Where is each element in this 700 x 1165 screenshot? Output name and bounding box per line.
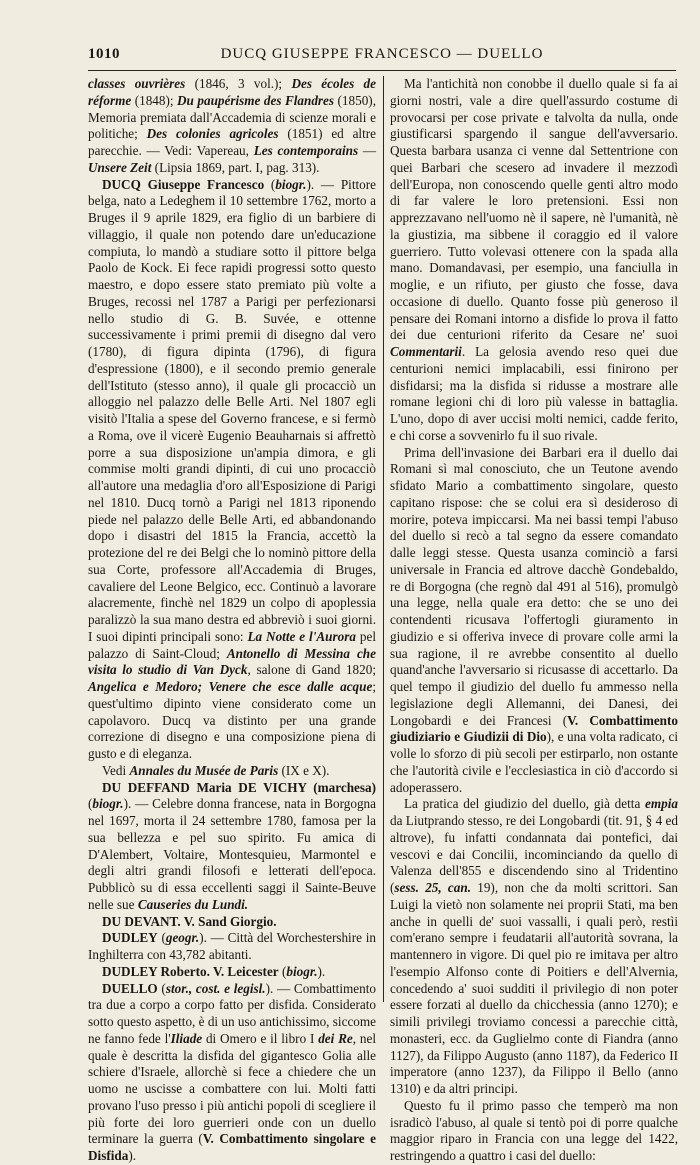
text-run: (1850), Memoria premiata dall'Accademia di scienze morali e politiche;	[88, 92, 376, 142]
italic-title-run: biogr.	[275, 176, 307, 192]
text-run: La pratica del giudizio del duello, già detta	[404, 796, 646, 812]
entry-reference	[88, 763, 376, 780]
text-run: ).	[317, 963, 326, 979]
column-divider	[383, 76, 384, 1002]
text-run: . La gelosia avendo reso quei due centurioni nemici implacabili, essi finirono per disfidarsi; ma la disfida si ridusse a mostrare alle romane legioni chi di loro più valesse in battaglia. L'uno, dopo di aver uccisi molti nemici, cadde ferito, e chi corse a sovvenirlo fu il suo rivale.	[390, 344, 678, 443]
text-run: ). — Combattimento tra due a corpo a corpo fatto per disfida. Considerato sotto questo aspetto, è di un uso antichissimo, siccome ne fanno fede l'	[88, 980, 376, 1046]
text-run: pel palazzo di Saint-Cloud;	[88, 628, 376, 661]
italic-title-run: Annales du Musée de Paris	[129, 762, 279, 778]
text-run: ; quest'ultimo dipinto viene considerato come un capolavoro. Ducq va distinto per una grande correzione di disegno e una composizione piena di gusto e di eleganza.	[88, 679, 376, 761]
duello-paragraph	[390, 796, 678, 1098]
headword-run: DU DEFFAND Maria DE VICHY (marchesa)	[102, 779, 376, 795]
entry-du-devant	[88, 914, 376, 931]
italic-title-run: empia	[645, 796, 678, 812]
italic-title-run: dei Re	[318, 1030, 353, 1046]
page-number: 1010	[88, 46, 120, 62]
text-run: Ma l'antichità non conobbe il duello quale si fa ai giorni nostri, vale a dire quell'assurdo costume di provocarsi per cose private e talvolta da nulla, onde giustificarsi spargendo il sangue dell'avversario. Questa barbara usanza ci venne dal Settentrione con quei Barbari che scesero ad invadere il mezzodì dell'Europa, non conoscendo quelle genti altro modo di far valere le loro pretensioni. Essi non apprezzavano nell'uomo nè il sapere, nè l'umanità, nè la giustizia, ma sibbene il coraggio ed il valore guerriero. Tutto volevasi ottenere con la spada alla mano. Domandavasi, per esempio, una fanciulla in moglie, e un rifiuto, per giusto che fosse, dava occasione di duello. Quanto fosse più generoso il pensare dei Romani intorno a disfide lo prova il fatto dei due centurioni riferito da Cesare ne' suoi	[390, 76, 678, 343]
italic-title-run: biogr.	[286, 963, 318, 979]
italic-title-run: Iliade	[170, 1030, 203, 1046]
entry-du-deffand	[88, 780, 376, 914]
text-run: (Lipsia 1869, part. I, pag. 313).	[151, 159, 320, 175]
duello-paragraph	[390, 445, 678, 797]
italic-title-run: stor., cost. e legisl.	[165, 980, 266, 996]
text-run: ), e una volta radicato, ci volle lo sforzo di più secoli per estirparlo, non ostante che l'autorità civile e l'ecclesiastica in ciò d'accordo si adoperassero.	[390, 729, 678, 795]
right-column	[390, 76, 679, 1163]
entry-paragraph	[88, 76, 376, 177]
italic-title-run: Des colonies agricoles	[146, 126, 279, 142]
headword-run: DUELLO	[102, 980, 158, 996]
headword-run: DUDLEY	[102, 930, 158, 946]
text-run: 19), non che da molti scrittori. San Luigi la vietò non solamente nei proprii Stati, ma ben anche in quelli de' suoi vassalli, i quali però, restìi com'erano sempre i feudatarii all'autorità sovrana, la mantennero in vigore. Di quel pio re imitava per altro l'esempio Alfonso conte di Poitiers e dell'Alvernia, concedendo a' suoi sudditi il privilegio di non poter essere forzati al duello da chicchessia (anno 1270); e simili privilegi troviamo concessi a parecchie città, monasteri, ecc. da Guglielmo conte di Fiandra (anno 1127), da Filippo Augusto (anno 1187), da Federico II imperatore (anno 1237), da Filippo il Bello (anno 1310) e da altri principi.	[390, 880, 679, 1096]
text-run: Prima dell'invasione dei Barbari era il duello dai Romani sì mal conosciuto, che un Teutone avendo sfidato Mario a combattimento singolare, questo capitano rispose: che se colui era sì desideroso di morire, poteva impiccarsi. Ma nei bassi tempi l'abuso del duello si recò a tal segno da essere comandato dalle leggi stesse. Questa usanza cominciò a farsi universale in Francia ed altrove dacchè Gondebaldo, re di Borgogna (che regnò dal 491 al 516), promulgò una legge, nella quale era detto: che se uno dei contendenti ricusava l'offertogli giuramento in giudizio e si offeriva invece di provare colle armi la sua ragione, il re avrebbe consentito al duello quand'anche l'avversario si ricusasse di accettarlo. Da quel tempo il giudizio del duello fu ammesso nella legislazione degli Allemanni, dei Danesi, dei Longobardi e dei Francesi (	[390, 444, 678, 728]
italic-title-run: Commentarii	[390, 344, 462, 359]
duello-paragraph	[390, 1098, 678, 1165]
italic-title-run: biogr.	[92, 796, 124, 812]
text-run: ). — Celebre donna francese, nata in Borgogna nel 1697, morta il 24 settembre 1780, famosa per la sua bellezza e pel suo spirito. Fu amica di D'Alembert, Voltaire, Montesquieu, Marmontel e degli altri grandi filosofi e letterati dell'epoca. Pubblicò su di essa eccellenti saggi il Sainte-Beuve nelle sue	[88, 796, 376, 912]
text-run: di Omero e il libro I	[202, 1030, 319, 1046]
entry-dudley-roberto	[88, 964, 376, 981]
italic-title-run: sess. 25, can.	[394, 880, 471, 895]
italic-title-run: classes ouvrières	[88, 76, 186, 91]
duello-paragraph	[390, 76, 678, 445]
text-run: (1846, 3 vol.);	[185, 76, 292, 91]
italic-title-run: Causeries du Lundi.	[137, 896, 249, 912]
text-run: (IX e X).	[278, 762, 330, 778]
italic-title-run: Des écoles de réforme	[88, 76, 376, 108]
headword-run: DUDLEY Roberto. V. Leicester	[102, 963, 279, 979]
headword-run: DUCQ Giuseppe Francesco	[102, 176, 265, 192]
entry-dudley	[88, 930, 376, 964]
text-run: , salone di Gand 1820;	[247, 662, 376, 678]
headword-run: DU DEVANT. V. Sand Giorgio.	[102, 913, 277, 929]
text-run: (	[264, 176, 276, 192]
italic-title-run: Angelica e Medoro; Venere che esce dalle acque	[88, 679, 373, 694]
entry-ducq	[88, 177, 376, 763]
text-run: ). — Pittore belga, nato a Ledeghem il 10 settembre 1762, morto a Bruges il 9 aprile 1829, era figlio di un barbiere di villaggio, il quale non potendo dare un'educazione compiuta, lo mandò a studiare sotto il pittore belga Paolo de Kock. Ei fece rapidi progressi sotto questo maestro, e dopo essere stato premiato più volte a Bruges, recossi nel 1787 a Parigi per perfezionarsi nello studio di G. B. Suvée, e ottenne successivamente i primi premii di disegno dal vero (1780), di figura dipinta (1796), di figura d'espressione (1800), e il secondo premio generale dell'Istituto (stesso anno), il quale gli procacciò un alloggio nel palazzo delle Belle Arti. Nel 1807 egli visitò l'Italia a spese del Governo francese, e si fermò a Roma, ove il vicerè Eugenio Beauharnais si affrettò porre a sua disposizione un'ampia dimora, e gli commise molti grandi dipinti, di cui uno procacciò all'autore una medaglia d'oro all'Esposizione di Parigi nel 1810. Ducq tornò a Parigi nel 1813 riponendo piede nel palazzo delle Belle Arti, ed abbandonando dopo i disastri del 1815 la Francia, accettò la protezione del re dei Belgi che lo nominò pittore della sua Corte, professore all'Accademia di Bruges, cavaliere del Leone Belgico, ecc. Continuò a lavorare alacremente, finchè nel 1829 un colpo di apoplessia paralizzò la sua mano destra ed abbreviò i suoi giorni. I suoi dipinti principali sono:	[88, 176, 376, 644]
page-header	[88, 46, 676, 70]
text-run: ). — Città del Worchestershire in Inghilterra con 43,782 abitanti.	[88, 930, 376, 962]
italic-title-run: Unsere Zeit	[88, 159, 152, 175]
italic-title-run: La Notte e l'Aurora	[247, 628, 356, 644]
text-run: (	[157, 980, 166, 996]
headword-run: V. Combattimento giudiziario e Giudizii di Dio	[390, 712, 678, 745]
text-run: (	[278, 963, 287, 979]
text-run: da Liutprando stesso, re dei Longobardi (tit. 91, § 4 ed altrove), fu infatti condannata dai pontefici, dai vescovi e dai Concilii, incominciando da quello di Valenza dell'855 e discendendo sino al Tridentino (	[390, 813, 678, 895]
text-run: (1851) ed altre parecchie. — Vedi: Vapereau,	[88, 126, 376, 158]
left-column	[88, 76, 377, 1163]
entry-duello	[88, 981, 376, 1165]
text-run: —	[358, 143, 377, 158]
italic-title-run: Antonello di Messina che visita lo studio di Van Dyck	[88, 645, 376, 678]
text-run: (	[157, 930, 166, 946]
headword-run: V. Combattimento singolare e Disfida	[88, 1131, 377, 1163]
text-run: (	[88, 796, 93, 812]
italic-title-run: geogr.	[165, 930, 200, 946]
text-run: ).	[128, 1148, 137, 1163]
header-rule	[88, 70, 676, 71]
italic-title-run: Du paupérisme des Flandres	[177, 92, 335, 108]
text-run: (1848);	[131, 92, 178, 108]
text-run: Questo fu il primo passo che temperò ma non isradicò l'abuso, al quale si tentò poi di porre qualche maggior riparo in Francia con una legge del 1422, restringendo a quattro i casi del duello:	[390, 1097, 678, 1163]
italic-title-run: Les contemporains	[253, 143, 359, 158]
text-run: Vedi	[102, 762, 130, 778]
text-run: , nel quale è descritta la disfida del gigantesco Golia alle schiere d'Israele, allorchè si fece a chiedere che un uomo ne uscisse a combattere con lui. Molti fatti provano l'uso presso i più antichi popoli di scegliere il più forte dei loro guerrieri onde con un duello terminare la guerra (	[88, 1030, 376, 1147]
running-title: DUCQ GIUSEPPE FRANCESCO — DUELLO	[220, 46, 544, 62]
